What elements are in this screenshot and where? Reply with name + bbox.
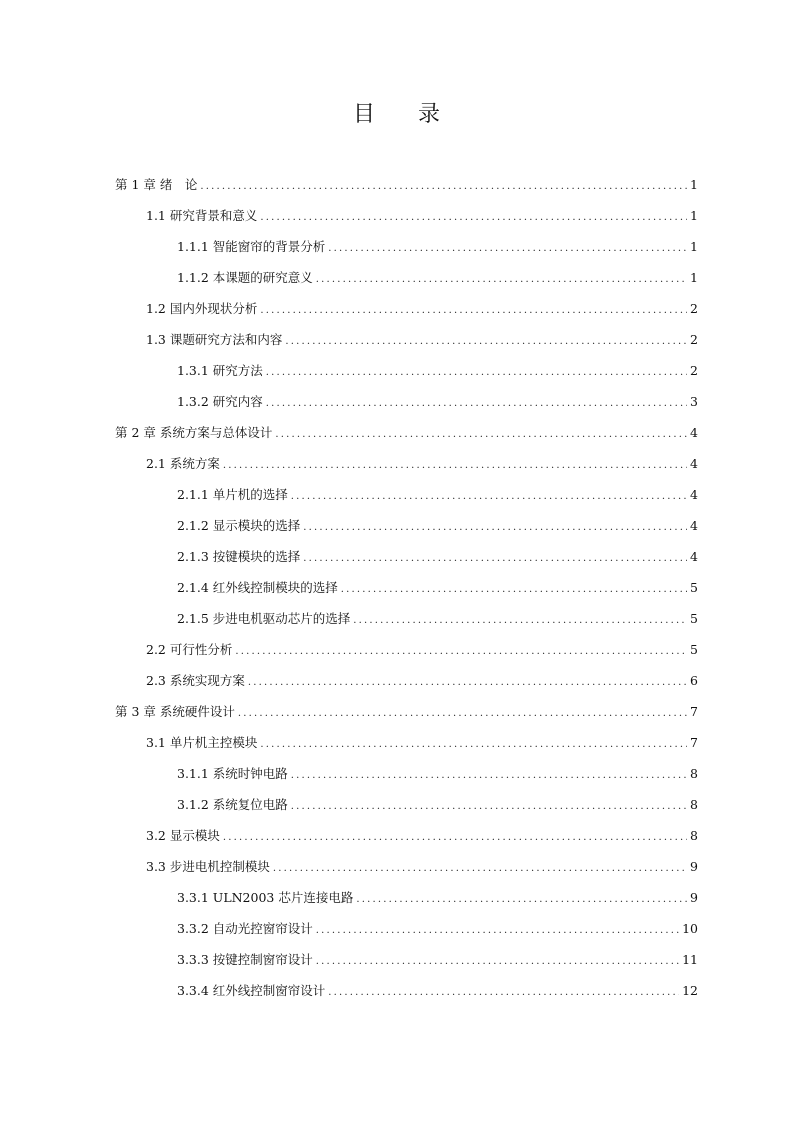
- toc-entry-page-number: 2: [690, 301, 698, 316]
- toc-entry-page-number: 9: [690, 859, 698, 874]
- toc-dot-leader: [353, 605, 687, 636]
- toc-entry-title: 1.1 研究背景和意义: [146, 208, 258, 223]
- toc-entry-page-number: 4: [690, 425, 698, 440]
- toc-dot-leader: [291, 760, 687, 791]
- toc-dot-leader: [341, 574, 687, 605]
- toc-dot-leader: [223, 822, 687, 853]
- toc-dot-leader: [248, 667, 687, 698]
- toc-entry-title: 2.1 系统方案: [146, 456, 220, 471]
- toc-entry-page-number: 8: [690, 797, 698, 812]
- toc-dot-leader: [328, 977, 679, 1008]
- toc-entry[interactable]: [115, 169, 698, 200]
- toc-dot-leader: [266, 388, 687, 419]
- toc-dot-leader: [316, 264, 687, 295]
- toc-entry-title: 3.2 显示模块: [146, 828, 220, 843]
- toc-entry-title: 第 2 章 系统方案与总体设计: [115, 425, 273, 440]
- toc-entry[interactable]: [115, 696, 698, 727]
- toc-entry-page-number: 1: [690, 239, 698, 254]
- toc-dot-leader: [303, 512, 687, 543]
- toc-entry-page-number: 1: [690, 270, 698, 285]
- toc-entry-title: 第 3 章 系统硬件设计: [115, 704, 235, 719]
- toc-entry[interactable]: [115, 851, 698, 882]
- toc-entry-page-number: 9: [690, 890, 698, 905]
- toc-entry[interactable]: [115, 386, 698, 417]
- toc-entry[interactable]: [115, 820, 698, 851]
- toc-entry[interactable]: [115, 293, 698, 324]
- toc-entry[interactable]: [115, 231, 698, 262]
- toc-entry[interactable]: [115, 913, 698, 944]
- toc-entry-page-number: 6: [690, 673, 698, 688]
- toc-entry[interactable]: [115, 634, 698, 665]
- toc-entry[interactable]: [115, 603, 698, 634]
- toc-dot-leader: [200, 171, 687, 202]
- toc-entry-title: 3.3.2 自动光控窗帘设计: [177, 921, 313, 936]
- toc-entry-title: 2.2 可行性分析: [146, 642, 233, 657]
- toc-entry-title: 第 1 章 绪 论: [115, 177, 198, 192]
- toc-dot-leader: [303, 543, 687, 574]
- toc-entry-page-number: 8: [690, 766, 698, 781]
- toc-entry-page-number: 10: [682, 921, 698, 936]
- toc-entry-title: 1.1.2 本课题的研究意义: [177, 270, 313, 285]
- toc-entry-page-number: 12: [682, 983, 698, 998]
- toc-entry-page-number: 3: [690, 394, 698, 409]
- toc-entry-page-number: 5: [690, 611, 698, 626]
- toc-entry-title: 2.1.5 步进电机驱动芯片的选择: [177, 611, 351, 626]
- toc-entry-page-number: 7: [690, 704, 698, 719]
- toc-entry[interactable]: [115, 448, 698, 479]
- toc-dot-leader: [275, 419, 687, 450]
- toc-dot-leader: [260, 729, 687, 760]
- toc-dot-leader: [316, 946, 679, 977]
- toc-entry[interactable]: [115, 417, 698, 448]
- toc-entry-title: 3.1.2 系统复位电路: [177, 797, 288, 812]
- toc-entry-title: 3.3.4 红外线控制窗帘设计: [177, 983, 326, 998]
- toc-entry-title: 2.3 系统实现方案: [146, 673, 245, 688]
- toc-entry-page-number: 4: [690, 487, 698, 502]
- toc-entry[interactable]: [115, 665, 698, 696]
- toc-entry-page-number: 4: [690, 549, 698, 564]
- toc-dot-leader: [356, 884, 687, 915]
- toc-entry-title: 3.3 步进电机控制模块: [146, 859, 270, 874]
- toc-entry-page-number: 7: [690, 735, 698, 750]
- toc-entry[interactable]: [115, 944, 698, 975]
- toc-entry[interactable]: [115, 572, 698, 603]
- toc-entry[interactable]: [115, 479, 698, 510]
- toc-entry-page-number: 1: [690, 208, 698, 223]
- toc-entry-title: 3.1 单片机主控模块: [146, 735, 258, 750]
- toc-entry-page-number: 11: [682, 952, 698, 967]
- toc-entry-title: 3.1.1 系统时钟电路: [177, 766, 288, 781]
- toc-entry-title: 2.1.2 显示模块的选择: [177, 518, 301, 533]
- toc-entry-page-number: 2: [690, 332, 698, 347]
- toc-entry-page-number: 5: [690, 642, 698, 657]
- toc-dot-leader: [260, 295, 687, 326]
- toc-entry[interactable]: [115, 355, 698, 386]
- toc-dot-leader: [285, 326, 687, 357]
- toc-entry-title: 2.1.4 红外线控制模块的选择: [177, 580, 338, 595]
- toc-entry-title: 3.3.3 按键控制窗帘设计: [177, 952, 313, 967]
- toc-entry[interactable]: [115, 975, 698, 1006]
- toc-entry-title: 2.1.1 单片机的选择: [177, 487, 288, 502]
- toc-entry-page-number: 4: [690, 456, 698, 471]
- toc-entry[interactable]: [115, 789, 698, 820]
- table-of-contents: [115, 169, 698, 1006]
- toc-entry-page-number: 4: [690, 518, 698, 533]
- toc-entry-title: 1.3.2 研究内容: [177, 394, 263, 409]
- toc-entry-title: 1.1.1 智能窗帘的背景分析: [177, 239, 326, 254]
- toc-entry[interactable]: [115, 541, 698, 572]
- toc-entry-page-number: 1: [690, 177, 698, 192]
- toc-entry-page-number: 8: [690, 828, 698, 843]
- toc-dot-leader: [235, 636, 687, 667]
- toc-entry-title: 1.3 课题研究方法和内容: [146, 332, 283, 347]
- toc-entry-page-number: 5: [690, 580, 698, 595]
- toc-entry-title: 2.1.3 按键模块的选择: [177, 549, 301, 564]
- toc-entry[interactable]: [115, 510, 698, 541]
- toc-entry-title: 3.3.1 ULN2003 芯片连接电路: [177, 890, 354, 905]
- toc-dot-leader: [238, 698, 687, 729]
- toc-dot-leader: [273, 853, 687, 884]
- toc-dot-leader: [260, 202, 687, 233]
- toc-entry-page-number: 2: [690, 363, 698, 378]
- toc-entry-title: 1.3.1 研究方法: [177, 363, 263, 378]
- toc-dot-leader: [291, 481, 687, 512]
- toc-entry[interactable]: [115, 324, 698, 355]
- toc-entry[interactable]: [115, 727, 698, 758]
- toc-dot-leader: [328, 233, 687, 264]
- toc-dot-leader: [223, 450, 687, 481]
- toc-entry[interactable]: [115, 882, 698, 913]
- toc-entry[interactable]: [115, 262, 698, 293]
- toc-dot-leader: [316, 915, 679, 946]
- toc-dot-leader: [266, 357, 687, 388]
- toc-entry[interactable]: [115, 200, 698, 231]
- toc-dot-leader: [291, 791, 687, 822]
- toc-entry[interactable]: [115, 758, 698, 789]
- toc-entry-title: 1.2 国内外现状分析: [146, 301, 258, 316]
- page-title: 目 录: [353, 102, 458, 127]
